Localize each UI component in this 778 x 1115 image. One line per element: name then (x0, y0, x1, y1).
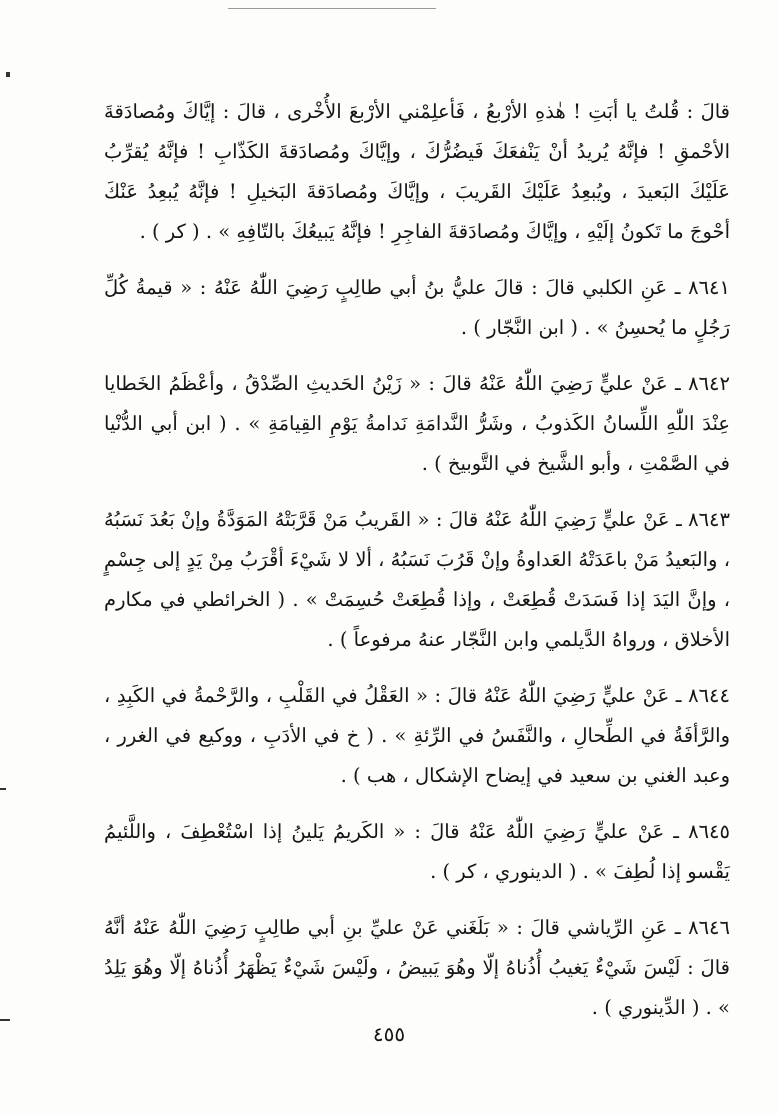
hadith-number: ٨٦٤٣ (688, 508, 730, 531)
paragraph-text: قالَ : قُلتُ يا أبَتِ ! هٰذهِ الأرْبعُ ، فَأعلِمْني الأرْبعَ الأُخْرى ، قالَ : إيَّاكَ ومُصادَقةَ الأحْمقِ ! فإنَّهُ يُريدُ أنْ يَنْفعَكَ فَيضُرُّكَ ، وإيَّاكَ ومُصادَقةَ الكَذّابِ ! فإنَّهُ يُقرِّبُ عَلَيْكَ البَعيدَ ، ويُبعِدُ عَلَيْكَ القَريبَ ، وإيَّاكَ ومُصادَقةَ البَخيلِ ! فإنَّهُ يُبعِدُ عَنْكَ أحْوجَ ما تَكونُ إلَيْهِ ، وإيَّاكَ ومُصادَقةَ الفاجِرِ ! فإنَّهُ يَبيعُكَ بالتّافِهِ » . ( كر ) . (104, 100, 730, 243)
paragraph-intro (104, 92, 730, 252)
hadith-number: ٨٦٤٢ (688, 372, 730, 395)
hadith-8643 (104, 500, 730, 660)
hadith-8641 (104, 268, 730, 348)
scan-mark (0, 1019, 10, 1021)
page-body (104, 92, 730, 1052)
hadith-8642 (104, 364, 730, 484)
hadith-8645 (104, 812, 730, 892)
hadith-text: ـ عَنْ عليٍّ رَضِيَ اللّٰهُ عَنْهُ قالَ : « زَيْنُ الحَديثِ الصِّدْقُ ، وأعْظَمُ الخَطايا عِنْدَ اللّٰهِ اللِّسانُ الكَذوبُ ، وشَرُّ النَّدامَةِ نَدامةُ يَوْمِ القِيامَةِ » . ( ابن أبي الدُّنْيا في الصَّمْتِ ، وأبو الشَّيخ في التَّوبيخ ) . (104, 372, 730, 475)
scan-mark (0, 788, 6, 790)
hadith-8646 (104, 908, 730, 1028)
page-number: ٤٥٥ (372, 1022, 406, 1046)
hadith-text: ـ عَنْ عليٍّ رَضِيَ اللّٰهُ عَنْهُ قالَ : « العَقْلُ في القَلْبِ ، والرَّحْمةُ في الكَبِدِ ، والرَّأفَةُ في الطِّحالِ ، والنَّفَسُ في الرِّئةِ » . ( خ في الأدَبِ ، ووكيع في الغرر ، وعبد الغني بن سعيد في إيضاح الإشكال ، هب ) . (104, 684, 730, 787)
top-rule (228, 8, 436, 9)
hadith-number: ٨٦٤٦ (688, 916, 730, 939)
hadith-number: ٨٦٤١ (688, 276, 730, 299)
hadith-8644 (104, 676, 730, 796)
hadith-text: ـ عَنِ الرِّياشي قالَ : « بَلَغَني عَنْ عليِّ بنِ أبي طالِبٍ رَضِيَ اللّٰهُ عَنْهُ أنَّهُ قالَ : لَيْسَ شَيْءٌ يَغيبُ أُذُناهُ إلّا وهُوَ يَبيضُ ، ولَيْسَ شَيْءٌ يَظْهَرُ أُذُناهُ إلّا وهُوَ يَلِدُ » . ( الدِّينوري ) . (104, 916, 730, 1019)
hadith-number: ٨٦٤٤ (688, 684, 730, 707)
hadith-number: ٨٦٤٥ (688, 820, 730, 843)
hadith-text: ـ عَنْ عليٍّ رَضِيَ اللّٰهُ عَنْهُ قالَ : « الكَريمُ يَلينُ إذا اسْتُعْطِفَ ، واللَّئيمُ يَقْسو إذا لُطِفَ » . ( الدينوري ، كر ) . (104, 820, 730, 883)
hadith-text: ـ عَنْ عليٍّ رَضِيَ اللّٰهُ عَنْهُ قالَ : « القَريبُ مَنْ قَرَّبَتْهُ المَوَدَّةُ وإنْ بَعُدَ نَسَبُهُ ، والبَعيدُ مَنْ باعَدَتْهُ العَداوةُ وإنْ قَرُبَ نَسَبُهُ ، ألا لا شَيْءَ أقْرَبُ مِنْ يَدٍ إلى جِسْمٍ ، وإنَّ اليَدَ إذا فَسَدَتْ قُطِعَتْ ، وإذا قُطِعَتْ حُسِمَتْ » . ( الخرائطي في مكارم الأخلاق ، ورواهُ الدَّيلمي وابن النَّجّار عنهُ مرفوعاً ) . (104, 508, 730, 651)
scan-mark (6, 72, 10, 77)
hadith-text: ـ عَنِ الكلبي قالَ : قالَ عليُّ بنُ أبي طالِبٍ رَضِيَ اللّٰهُ عَنْهُ : « قيمةُ كُلِّ رَجُلٍ ما يُحسِنُ » . ( ابن النَّجّار ) . (104, 276, 730, 339)
